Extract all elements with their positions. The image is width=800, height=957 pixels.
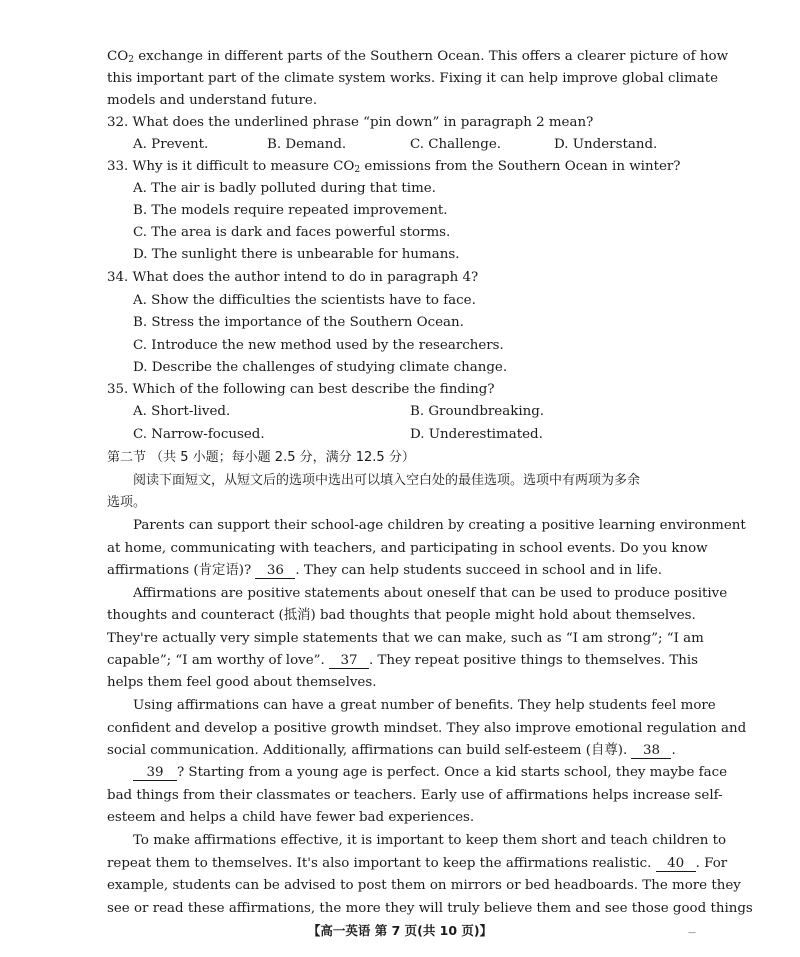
q32-option-c: C. Challenge.: [410, 137, 502, 152]
paragraph-line: social communication. Additionally, affirmations can build self-esteem (自尊). 38 .: [107, 743, 676, 758]
section-heading: 第二节 （共 5 小题；每小题 2.5 分，满分 12.5 分）: [107, 450, 415, 465]
q34-option-a: A. Show the difficulties the scientists have to face.: [133, 293, 476, 308]
q35-option-b: B. Groundbreaking.: [410, 404, 545, 419]
question-35-stem: 35. Which of the following can best describe the finding?: [107, 382, 495, 397]
paragraph-line: confident and develop a positive growth mindset. They also improve emotional regulation and: [107, 721, 747, 736]
q32-option-a: A. Prevent.: [133, 137, 209, 152]
paragraph-line: Parents can support their school-age children by creating a positive learning environment: [133, 518, 746, 533]
q33-option-a: A. The air is badly polluted during that time.: [133, 181, 436, 196]
paragraph-line: esteem and helps a child have fewer bad experiences.: [107, 810, 475, 825]
q34-option-c: C. Introduce the new method used by the researchers.: [133, 338, 504, 353]
question-33-stem: 33. Why is it difficult to measure $CO_2$ emissions from the Southern Ocean in winter?: [107, 159, 681, 175]
paragraph-line: To make affirmations effective, it is important to keep them short and teach children to: [133, 833, 727, 848]
paragraph-line: thoughts and counteract (抵消) bad thoughts that people might hold about themselves.: [107, 608, 696, 623]
paragraph-line: affirmations (肯定语)? 36 . They can help students succeed in school and in life.: [107, 563, 663, 578]
section-instructions: 阅读下面短文，从短文后的选项中选出可以填入空白处的最佳选项。选项中有两项为多余: [133, 473, 641, 488]
paragraph-line: Using affirmations can have a great number of benefits. They help students feel more: [133, 698, 716, 713]
q34-option-b: B. Stress the importance of the Southern Ocean.: [133, 315, 464, 330]
paragraph-line: capable”; “I am worthy of love”. 37 . They repeat positive things to themselves. This: [107, 653, 699, 668]
paragraph-line: 39 ? Starting from a young age is perfect. Once a kid starts school, they maybe face: [133, 764, 727, 782]
passage-line: models and understand future.: [107, 93, 318, 108]
blank-39[interactable]: 39: [133, 765, 177, 781]
q32-option-b: B. Demand.: [267, 137, 347, 152]
page-footer: 【高一英语 第 7 页(共 10 页)】: [307, 923, 493, 938]
passage-line: this important part of the climate system works. Fixing it can help improve global climate: [107, 71, 719, 86]
paragraph-line: Affirmations are positive statements about oneself that can be used to produce positive: [133, 586, 728, 601]
paragraph-line: see or read these affirmations, the more they will truly believe them and see those good things: [107, 901, 753, 916]
blank-37[interactable]: 37: [329, 653, 369, 669]
paragraph-line: bad things from their classmates or teachers. Early use of affirmations helps increase self-: [107, 788, 723, 803]
blank-38[interactable]: 38: [631, 743, 671, 759]
q34-option-d: D. Describe the challenges of studying climate change.: [133, 360, 508, 375]
paragraph-line: helps them feel good about themselves.: [107, 675, 377, 690]
q33-option-c: C. The area is dark and faces powerful storms.: [133, 225, 451, 240]
q35-option-d: D. Underestimated.: [410, 427, 543, 442]
question-34-stem: 34. What does the author intend to do in paragraph 4?: [107, 270, 479, 285]
blank-40[interactable]: 40: [656, 856, 696, 872]
section-instructions: 选项。: [107, 495, 147, 510]
corner-mark: —: [688, 928, 696, 937]
q35-option-c: C. Narrow-focused.: [133, 427, 265, 442]
paragraph-line: They're actually very simple statements that we can make, such as “I am strong”; “I am: [107, 631, 704, 646]
blank-36[interactable]: 36: [255, 563, 295, 579]
question-32-stem: 32. What does the underlined phrase “pin down” in paragraph 2 mean?: [107, 115, 594, 130]
passage-line: $CO_2$ exchange in different parts of the Southern Ocean. This offers a clearer picture of how: [107, 49, 729, 65]
paragraph-line: repeat them to themselves. It's also important to keep the affirmations realistic. 40 . For: [107, 856, 728, 871]
q33-option-b: B. The models require repeated improvement.: [133, 203, 448, 218]
q35-option-a: A. Short-lived.: [133, 404, 231, 419]
q32-option-d: D. Understand.: [554, 137, 658, 152]
paragraph-line: at home, communicating with teachers, and participating in school events. Do you know: [107, 541, 708, 556]
q33-option-d: D. The sunlight there is unbearable for humans.: [133, 247, 460, 262]
paragraph-line: example, students can be advised to post them on mirrors or bed headboards. The more they: [107, 878, 741, 893]
